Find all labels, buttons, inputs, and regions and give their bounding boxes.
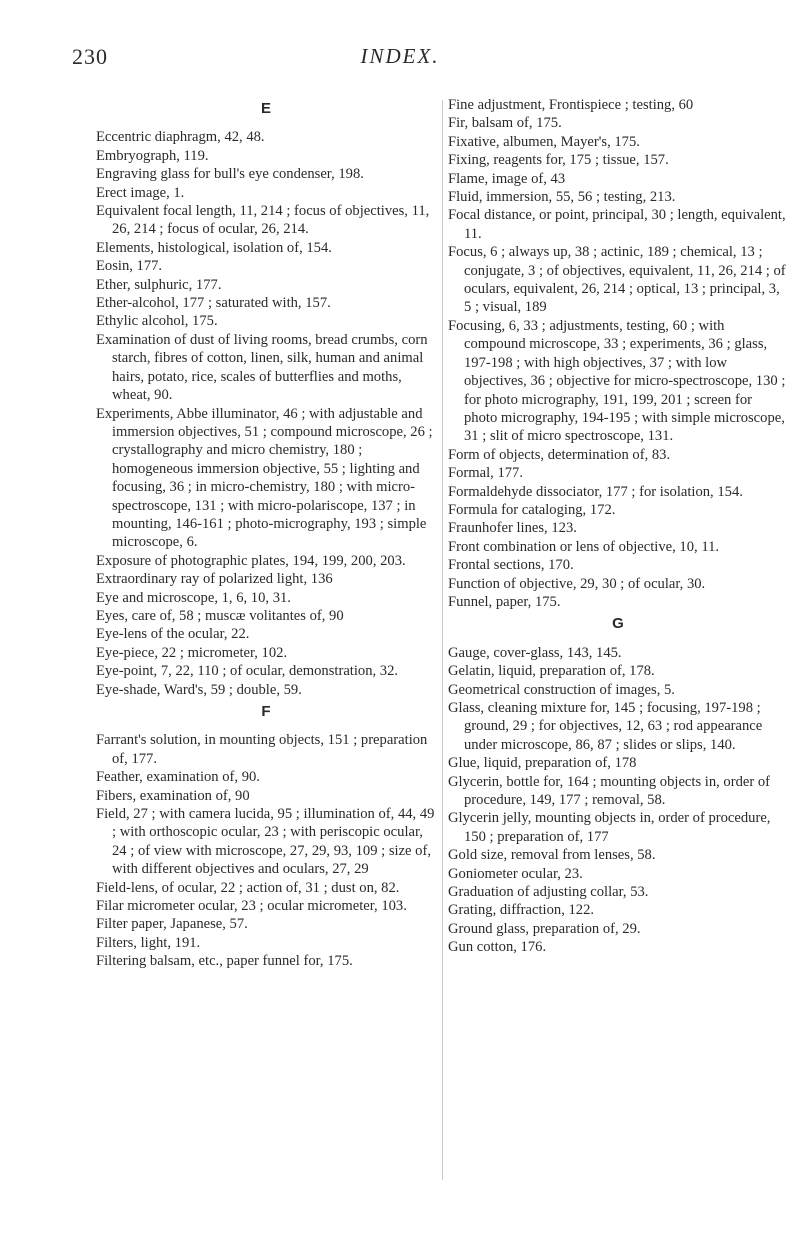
index-entry: Formaldehyde dissociator, 177 ; for isolation, 154. bbox=[448, 483, 743, 500]
index-entry: Eye-lens of the ocular, 22. bbox=[96, 626, 250, 643]
index-entry: Graduation of adjusting collar, 53. bbox=[448, 884, 649, 901]
running-head: INDEX. bbox=[360, 44, 440, 68]
index-entry: Fibers, examination of, 90 bbox=[96, 787, 250, 804]
index-section-letter: G bbox=[612, 615, 624, 633]
index-entry: Frontal sections, 170. bbox=[448, 557, 574, 574]
index-entry: Embryograph, 119. bbox=[96, 147, 209, 164]
index-entry: Focus, 6 ; always up, 38 ; actinic, 189 ; chemical, 13 ; conjugate, 3 ; of objectives, equivalent, 11, 26, 214 ; of oculars, equivalent, 26, 214 ; optical, 13 ; principal, 3, 5 ; visual, 189 bbox=[448, 244, 786, 316]
index-entry: Field, 27 ; with camera lucida, 95 ; illumination of, 44, 49 ; with orthoscopic ocular, 23 ; with periscopic ocular, 24 ; of view with microscope, 27, 29, 93, 109 ; size of, with different objectives and oculars, 27, 29 bbox=[96, 806, 435, 878]
index-entry: Goniometer ocular, 23. bbox=[448, 865, 583, 882]
index-entry: Fluid, immersion, 55, 56 ; testing, 213. bbox=[448, 189, 676, 206]
index-entry: Glass, cleaning mixture for, 145 ; focusing, 197-198 ; ground, 29 ; for objectives, 12, 63 ; rod appearance under microscope, 86, 87 ; slides or slips, 140. bbox=[448, 700, 763, 753]
index-entry: Glycerin, bottle for, 164 ; mounting objects in, order of procedure, 149, 177 ; removal, 58. bbox=[448, 773, 771, 809]
index-entry: Filtering balsam, etc., paper funnel for, 175. bbox=[96, 953, 353, 970]
index-entry: Function of objective, 29, 30 ; of ocular, 30. bbox=[448, 575, 706, 592]
index-entry: Gelatin, liquid, preparation of, 178. bbox=[448, 663, 655, 680]
index-entry: Erect image, 1. bbox=[96, 184, 185, 201]
index-entry: Elements, histological, isolation of, 154. bbox=[96, 239, 332, 256]
index-entry: Fraunhofer lines, 123. bbox=[448, 520, 577, 537]
index-entry: Glycerin jelly, mounting objects in, order of procedure, 150 ; preparation of, 177 bbox=[448, 810, 771, 845]
index-entry: Focal distance, or point, principal, 30 ; length, equivalent, 11. bbox=[448, 207, 786, 242]
index-entry: Field-lens, of ocular, 22 ; action of, 31 ; dust on, 82. bbox=[96, 879, 400, 896]
index-entry: Fixing, reagents for, 175 ; tissue, 157. bbox=[448, 152, 669, 169]
index-entry: Formal, 177. bbox=[448, 465, 523, 482]
index-entry: Ether-alcohol, 177 ; saturated with, 157. bbox=[96, 295, 331, 312]
index-entry: Engraving glass for bull's eye condenser, 198. bbox=[96, 166, 364, 183]
index-entry: Eye-piece, 22 ; micrometer, 102. bbox=[96, 644, 288, 661]
index-entry: Formula for cataloging, 172. bbox=[448, 501, 616, 518]
index-section-letter: F bbox=[261, 703, 271, 720]
index-entry: Geometrical construction of images, 5. bbox=[448, 681, 675, 698]
index-entry: Fine adjustment, Frontispiece ; testing, 60 bbox=[448, 97, 694, 113]
index-entry: Funnel, paper, 175. bbox=[448, 593, 561, 610]
index-entry: Form of objects, determination of, 83. bbox=[448, 446, 671, 463]
index-entry: Eye and microscope, 1, 6, 10, 31. bbox=[96, 589, 291, 606]
index-entry: Fir, balsam of, 175. bbox=[448, 115, 562, 132]
index-entry: Examination of dust of living rooms, bread crumbs, corn starch, fibres of cotton, linen, silk, human and animal hairs, potato, rice, scales of butterflies and moths, wheat, 90. bbox=[96, 331, 428, 404]
index-entry: Filters, light, 191. bbox=[96, 934, 201, 951]
index-entry: Filar micrometer ocular, 23 ; ocular micrometer, 103. bbox=[96, 898, 407, 915]
index-column-left bbox=[96, 96, 436, 971]
page-header bbox=[0, 44, 800, 84]
index-entry: Glue, liquid, preparation of, 178 bbox=[448, 755, 637, 772]
index-entry: Ethylic alcohol, 175. bbox=[96, 313, 218, 330]
index-entry: Extraordinary ray of polarized light, 136 bbox=[96, 571, 333, 588]
index-entry: Gauge, cover-glass, 143, 145. bbox=[448, 644, 622, 661]
index-entry: Eccentric diaphragm, 42, 48. bbox=[96, 129, 265, 146]
page-number: 230 bbox=[72, 44, 108, 69]
index-entry: Ether, sulphuric, 177. bbox=[96, 276, 222, 293]
index-entry: Flame, image of, 43 bbox=[448, 170, 566, 187]
column-divider bbox=[442, 100, 443, 1180]
index-column-right bbox=[448, 96, 788, 957]
index-entry: Exposure of photographic plates, 194, 199, 200, 203. bbox=[96, 552, 406, 569]
index-entry: Focusing, 6, 33 ; adjustments, testing, 60 ; with compound microscope, 33 ; experiments, 36 ; glass, 197-198 ; with high objectives, 37 ; with low objectives, 36 ; objective for micro-spectroscope, 130 ; for photo micrography, 191, 199, 201 ; screen for photo micrography, 194-195 ; with simple microscope, 31 ; slit of micro spectroscope, 131. bbox=[448, 317, 786, 445]
index-entry: Eye-point, 7, 22, 110 ; of ocular, demonstration, 32. bbox=[96, 663, 399, 680]
index-entry: Grating, diffraction, 122. bbox=[448, 902, 595, 919]
index-section-letter: E bbox=[260, 100, 271, 117]
index-entry: Ground glass, preparation of, 29. bbox=[448, 920, 641, 937]
index-entry: Fixative, albumen, Mayer's, 175. bbox=[448, 133, 640, 150]
index-entry: Equivalent focal length, 11, 214 ; focus of objectives, 11, 26, 214 ; focus of ocular, 26, 214. bbox=[96, 203, 430, 238]
index-entry: Experiments, Abbe illuminator, 46 ; with adjustable and immersion objectives, 51 ; compound microscope, 26 ; crystallography and micro chemistry, 180 ; homogeneous immersion objective, 55 ; lighting and focusing, 36 ; in micro-chemistry, 180 ; with micro-spectroscope, 131 ; with micro-polariscope, 137 ; in mounting, 146-161 ; photo-micrography, 193 ; simple microscope, 6. bbox=[96, 405, 433, 551]
index-entry: Gun cotton, 176. bbox=[448, 939, 547, 956]
index-entry: Eosin, 177. bbox=[96, 258, 163, 275]
index-entry: Front combination or lens of objective, 10, 11. bbox=[448, 538, 720, 555]
index-entry: Filter paper, Japanese, 57. bbox=[96, 916, 248, 933]
index-entry: Gold size, removal from lenses, 58. bbox=[448, 847, 656, 864]
index-entry: Farrant's solution, in mounting objects, 151 ; preparation of, 177. bbox=[96, 732, 428, 767]
index-entry: Feather, examination of, 90. bbox=[96, 769, 260, 786]
index-entry: Eyes, care of, 58 ; muscæ volitantes of, 90 bbox=[96, 607, 344, 624]
index-entry: Eye-shade, Ward's, 59 ; double, 59. bbox=[96, 681, 302, 698]
